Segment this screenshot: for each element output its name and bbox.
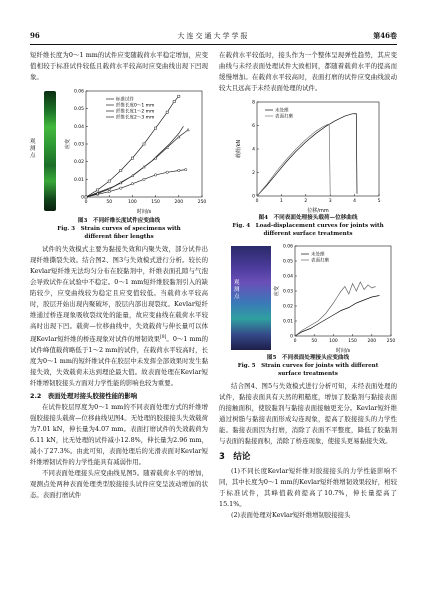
x-tick-label: 100 xyxy=(128,200,137,205)
x-tick-label: 100 xyxy=(329,339,338,344)
series-line xyxy=(257,114,357,196)
legend-label: 未处理 xyxy=(275,108,289,114)
x-tick-label: 150 xyxy=(151,200,160,205)
paragraph-text: 。0～1 mm的试件峰值载荷略低于1～2 mm的试件，在载荷水平较高时，长度为0～1 mm的短纤维试件在胶层中未发挥全部效果时发生黏接失效，失效载荷未达到理论最大值。故表面处理在Kevlar短纤维增韧胶接头方面对力学性能的影响也较为重要。 xyxy=(30,335,208,388)
paragraph-text: 试件的失效模式主要为黏接失效和内聚失效，部分试件出现纤维撕裂失效。结合图2、图3与失效模式进行分析。较长的Kevlar短纤维无法均匀分布在胶黏剂中，纤维表面孔隙与气泡会导致试件在试验中不稳定。0～1 mm短纤维胶黏剂引入的缺陷较少，应变曲线较为稳定且应变值较低。当载荷水平较高时，胶层开始出现内聚破坏，胶层内部出现裂纹。Kevlar短纤维通过桥连现象吸收裂纹处的能量，故应变曲线在载荷水平较高时出现下凹。载荷—位移曲线中，失效载荷与伸长量可以体现Kevlar短纤维的桥连现象对试件的增韧效果 xyxy=(30,245,208,344)
data-point xyxy=(131,183,133,185)
paragraph: 不同表面处理接头应变曲线见图5。随着载荷水平的增加，观测点处两种表面处理类型胶接接头试件应变呈波动增加的状态。表面打磨试件 xyxy=(30,469,208,500)
legend-label: 标准试件 xyxy=(116,97,134,103)
data-point xyxy=(166,111,168,113)
fig3-caption-en2: different fiber lengths xyxy=(84,234,154,240)
y-tick-label: 0 xyxy=(290,334,293,340)
y-tick-label: 0.04 xyxy=(282,274,293,280)
x-tick-label: 50 xyxy=(311,339,318,344)
y-tick-label: 8 xyxy=(252,100,255,106)
data-point xyxy=(131,157,133,159)
data-point xyxy=(166,171,168,173)
series-line xyxy=(257,124,330,196)
y-axis-label: 应变 xyxy=(274,285,280,297)
fig4-caption-en1: Fig. 4 Load-displacement curves for joints with xyxy=(232,223,384,229)
x-tick-label: 200 xyxy=(174,200,184,205)
fig3-chart xyxy=(64,87,208,215)
paragraph xyxy=(30,244,208,389)
citation: [8] xyxy=(160,335,167,340)
x-tick-label: 4 xyxy=(353,199,357,204)
observation-label: 观测点 xyxy=(30,139,36,159)
y-tick-label: 0 xyxy=(81,195,84,201)
x-tick-label: 0 xyxy=(255,199,259,204)
legend-label: 未处理 xyxy=(311,252,325,258)
fig4-caption-en2: different surface treatments xyxy=(263,231,353,237)
figure-3 xyxy=(30,87,208,215)
x-tick-label: 0 xyxy=(84,200,88,205)
legend-label: 表面打磨 xyxy=(275,114,293,120)
figure-4 xyxy=(219,98,397,214)
y-tick-label: 0 xyxy=(252,194,255,200)
y-tick-label: 2 xyxy=(252,171,255,176)
y-tick-label: 4 xyxy=(252,147,255,153)
y-tick-label: 0.03 xyxy=(73,142,84,148)
plot-frame xyxy=(295,246,391,336)
legend-label: 纤维长度2～3 mm xyxy=(116,115,155,121)
fig5-caption-cn: 图5 不同表面处理接头应变曲线 xyxy=(266,355,350,361)
x-tick-label: 2 xyxy=(304,199,308,204)
x-tick-label: 200 xyxy=(367,339,377,344)
running-header xyxy=(30,30,397,42)
y-tick-label: 0.06 xyxy=(73,89,84,95)
data-point xyxy=(85,196,87,198)
observation-arrow xyxy=(40,147,44,153)
y-tick-label: 0.03 xyxy=(282,289,293,295)
y-tick-label: 0.05 xyxy=(282,259,293,265)
x-tick-label: 250 xyxy=(386,339,396,344)
fig4-chart xyxy=(235,98,385,214)
series-line xyxy=(295,296,380,337)
data-point xyxy=(143,178,145,180)
y-tick-label: 0.06 xyxy=(282,244,293,250)
data-point xyxy=(120,169,122,171)
paragraph: 短纤维长度为0～1 mm的试件应变随载荷水平稳定增加，应变值相较于标准试件较低且载荷水平较高时应变曲线出现下凹现象。 xyxy=(30,51,208,81)
fig4-caption-cn: 图4 不同表面处理接头载荷—位移曲线 xyxy=(258,215,358,221)
y-tick-label: 0.01 xyxy=(73,177,84,183)
y-tick-label: 6 xyxy=(252,124,255,129)
x-axis-label: 时间/s xyxy=(335,348,351,354)
y-axis-label: 载荷/kN xyxy=(236,139,242,159)
data-point xyxy=(97,189,99,191)
legend-label: 纤维长度1～2 mm xyxy=(116,109,155,115)
data-point xyxy=(154,174,156,176)
y-tick-label: 0.05 xyxy=(73,107,84,113)
x-tick-label: 150 xyxy=(348,339,357,344)
fig5-caption-en2: surface treatments xyxy=(278,371,338,377)
left-column xyxy=(30,50,208,501)
data-point xyxy=(120,187,122,189)
y-tick-label: 0.02 xyxy=(73,160,84,166)
y-tick-label: 0.04 xyxy=(73,124,84,130)
specimen-photo xyxy=(44,91,56,211)
x-tick-label: 50 xyxy=(106,200,113,205)
paragraph: 在载荷水平较低时，接头作为一个整体呈现弹性趋势，其应变曲线与未经表面处理试件大致相同，都随着载荷水平的提高而缓慢增加。在载荷水平较高时，表面打磨的试件应变曲线波动较大且远高于未经表面处理的试件。 xyxy=(219,51,397,92)
x-tick-label: 3 xyxy=(328,199,332,204)
page-number: 96 xyxy=(30,31,40,40)
figure-5 xyxy=(219,242,397,354)
fig4-caption xyxy=(219,214,397,238)
legend-label: 纤维长度0～1 mm xyxy=(116,103,155,109)
fig3-caption-en1: Fig. 3 Strain curves of specimens with xyxy=(57,226,181,232)
x-axis-label: 位移/mm xyxy=(307,208,329,214)
x-tick-label: 250 xyxy=(197,200,207,205)
data-point xyxy=(178,95,180,97)
y-tick-label: 0.02 xyxy=(282,304,293,310)
paragraph: (1)不同长度Kevlar短纤维对胶接接头的力学性能影响不同，其中长度为0～1 mm的Kevlar短纤维增韧效果较好，相较于标准试件，其峰值载荷提高了10.7%，伸长量提高了15.1%。 xyxy=(219,467,397,508)
x-tick-label: 1 xyxy=(279,199,283,204)
fig3-caption xyxy=(30,217,208,241)
volume-label: 第46卷 xyxy=(373,31,397,40)
data-point xyxy=(173,101,175,103)
data-point xyxy=(178,169,180,171)
x-tick-label: 5 xyxy=(377,199,381,204)
fig5-chart xyxy=(273,242,397,354)
fig5-caption xyxy=(219,354,397,378)
fig5-caption-en1: Fig. 5 Strain curves for joints with different xyxy=(237,363,379,369)
y-tick-label: 0.01 xyxy=(282,319,293,325)
series-line xyxy=(86,126,183,197)
section-heading-3: 3 结论 xyxy=(219,452,251,462)
data-point xyxy=(185,168,187,170)
x-axis-label: 时间/s xyxy=(136,209,152,215)
observation-label: 观测点 xyxy=(234,280,240,300)
legend-label: 表面打磨 xyxy=(311,258,329,264)
series-line xyxy=(295,282,376,336)
fig3-caption-cn: 图3 不同纤维长度试件应变曲线 xyxy=(77,218,161,224)
x-tick-label: 0 xyxy=(293,339,297,344)
paragraph: (2)表面处理对Kevlar短纤维增韧胶接接头 xyxy=(231,511,351,519)
data-point xyxy=(187,128,190,130)
header-rule xyxy=(30,44,397,45)
data-point xyxy=(143,143,145,145)
y-axis-label: 应变 xyxy=(65,138,71,150)
section-heading-2-2: 2.2 表面处理对接头胶接性能的影响 xyxy=(30,392,138,401)
paragraph: 在试件胶层厚度为0～1 mm的不同表面处理方式的纤维增强胶接接头载荷—位移曲线见图4。无处理的胶接接头失效载荷为7.01 kN，伸长量为4.07 mm。表面打磨试件的失效载荷为6.11 kN，比无处理的试件减小12.8%，伸长量为2.96 mm，减小了27.3%。由此可知，表面处理后的光滑表面对Kevlar短纤维增韧试件的力学性能具有减弱作用。 xyxy=(30,403,208,467)
data-point xyxy=(108,191,110,193)
paragraph: 结合图4、图5与失效模式进行分析可知，未经表面处理的试件，黏接表面具有天然的粗糙度，增加了胶黏剂与黏接表面的接触面积，使胶黏剂与黏接表面接触更充分。Kevlar短纤维通过树脂与黏接表面形成勾连现象，提高了胶接接头的力学性能。黏接表面因为打磨，消除了表面不平整度，降低了胶黏剂与表面的黏接面积，消除了桥连现象，使接头更易黏接失效。 xyxy=(219,382,397,445)
journal-title: 大连交通大学学报 xyxy=(177,32,250,40)
data-point xyxy=(155,127,157,129)
data-point xyxy=(108,180,110,182)
right-column xyxy=(219,50,397,521)
series-line xyxy=(86,170,186,197)
